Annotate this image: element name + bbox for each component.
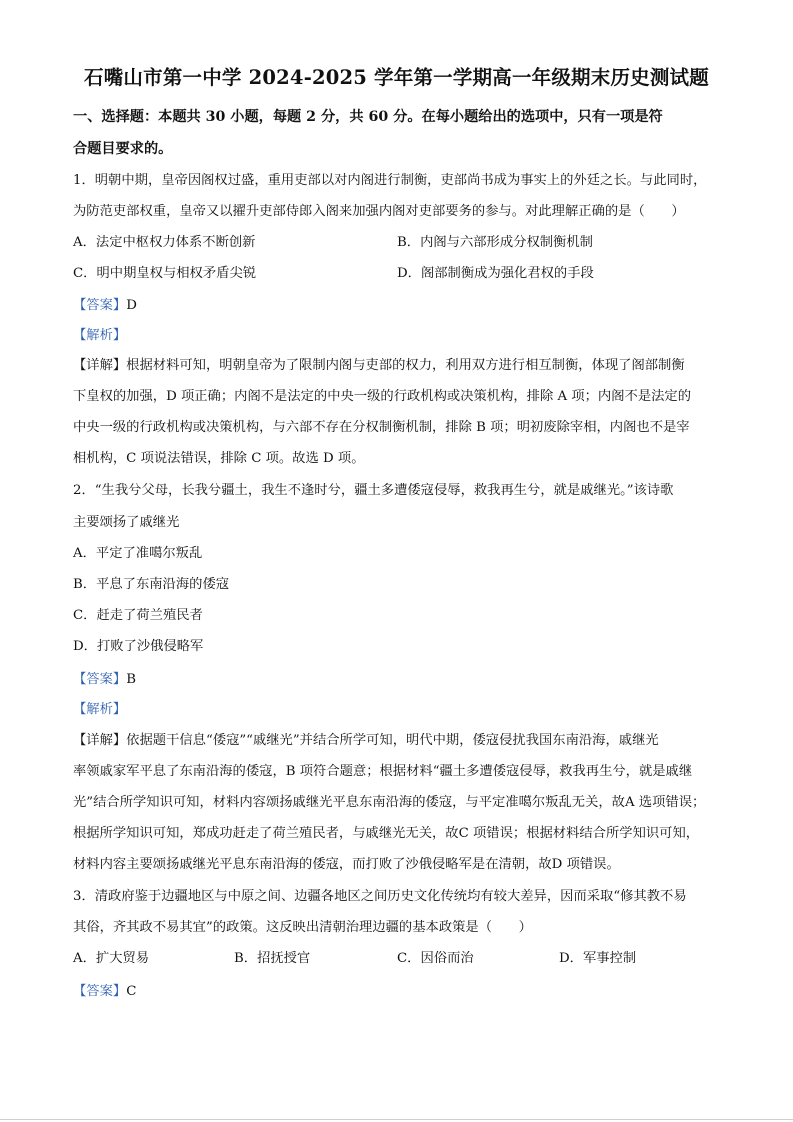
q3-stem-line2: 其俗，齐其政不易其宜”的政策。这反映出清朝治理边疆的基本政策是（ ）: [73, 920, 532, 935]
q3-answer-value: C: [126, 984, 137, 999]
answer-label: 【答案】: [73, 298, 127, 313]
q2-analysis-label: 【解析】: [73, 702, 127, 717]
q1-detail-line4: 相机构，C 项说法错误，排除 C 项。故选 D 项。: [73, 451, 365, 466]
q3-option-d: D．军事控制: [559, 951, 637, 966]
q2-option-d: D．打败了沙俄侵略军: [73, 639, 204, 654]
q2-detail-line2: 率领戚家军平息了东南沿海的倭寇，B 项符合题意；根据材料“疆土多遭倭寇侵辱，救我再生兮，就是戚继: [73, 764, 693, 779]
section-heading-line2: 合题目要求的。: [73, 141, 173, 157]
q3-option-c: C．因俗而治: [397, 951, 474, 966]
q2-option-c: C．赶走了荷兰殖民者: [73, 608, 203, 623]
q1-stem-line1: 1．明朝中期，皇帝因阁权过盛，重用吏部以对内阁进行制衡，吏部尚书成为事实上的外廷之长。与此同时，: [73, 173, 707, 188]
q1-detail-line2: 下皇权的加强，D 项正确；内阁不是法定的中央一级的行政机构或决策机构，排除 A 项；内阁不是法定的: [73, 389, 692, 404]
q2-stem-line1: 2．“生我兮父母，长我兮疆土，我生不逢时兮，疆土多遭倭寇侵辱，救我再生兮，就是戚继光。”该诗歌: [73, 483, 674, 498]
q2-detail-line1: 【详解】依据题干信息“倭寇”“戚继光”并结合所学可知，明代中期，倭寇侵扰我国东南沿海，戚继光: [73, 733, 659, 748]
q1-analysis-label: 【解析】: [73, 328, 127, 343]
page-title: 石嘴山市第一中学 2024-2025 学年第一学期高一年级期末历史测试题: [84, 66, 709, 89]
q1-stem-line2: 为防范吏部权重，皇帝又以擢升吏部侍郎入阁来加强内阁对吏部要务的参与。对此理解正确的是（ ）: [73, 204, 685, 219]
section-heading-line1: 一、选择题：本题共 30 小题，每题 2 分，共 60 分。在每小题给出的选项中，只有一项是符: [73, 109, 663, 125]
q2-detail-line3: 光”结合所学知识可知，材料内容颂扬戚继光平息东南沿海的倭寇，与平定准噶尔叛乱无关，故A 选项错误；: [73, 795, 706, 810]
q2-option-a: A．平定了准噶尔叛乱: [73, 546, 203, 561]
answer-label: 【答案】: [73, 984, 127, 999]
q1-detail-line3: 中央一级的行政机构或决策机构，与六部不存在分权制衡机制，排除 B 项；明初废除宰相，内阁也不是宰: [73, 420, 690, 435]
q1-detail-line1: 【详解】根据材料可知，明朝皇帝为了限制内阁与吏部的权力，利用双方进行相互制衡，体现了阁部制衡: [73, 358, 685, 373]
answer-label: 【答案】: [73, 672, 127, 687]
q1-answer: [73, 296, 723, 316]
q3-option-a: A．扩大贸易: [73, 951, 150, 966]
q1-answer-value: D: [126, 298, 137, 313]
q2-answer-value: B: [126, 672, 136, 687]
q3-option-b: B．招抚授官: [234, 951, 311, 966]
q3-answer: [73, 982, 723, 1002]
q1-option-d: D．阁部制衡成为强化君权的手段: [397, 266, 594, 281]
page-divider: [0, 1119, 793, 1120]
q3-stem-line1: 3．清政府鉴于边疆地区与中原之间、边疆各地区之间历史文化传统均有较大差异，因而采取“修其教不易: [73, 889, 687, 904]
q1-option-b: B．内阁与六部形成分权制衡机制: [397, 235, 593, 250]
q1-option-a: A．法定中枢权力体系不断创新: [73, 235, 256, 250]
q2-option-b: B．平息了东南沿海的倭寇: [73, 577, 230, 592]
q2-detail-line4: 根据所学知识可知，郑成功赶走了荷兰殖民者，与戚继光无关，故C 项错误；根据材料结合所学知识可知，: [73, 826, 700, 841]
q1-option-c: C．明中期皇权与相权矛盾尖锐: [73, 266, 257, 281]
q2-stem-line2: 主要颂扬了戚继光: [73, 515, 180, 530]
q2-answer: [73, 670, 723, 690]
q2-detail-line5: 材料内容主要颂扬戚继光平息东南沿海的倭寇，而打败了沙俄侵略军是在清朝，故D 项错误。: [73, 857, 620, 872]
